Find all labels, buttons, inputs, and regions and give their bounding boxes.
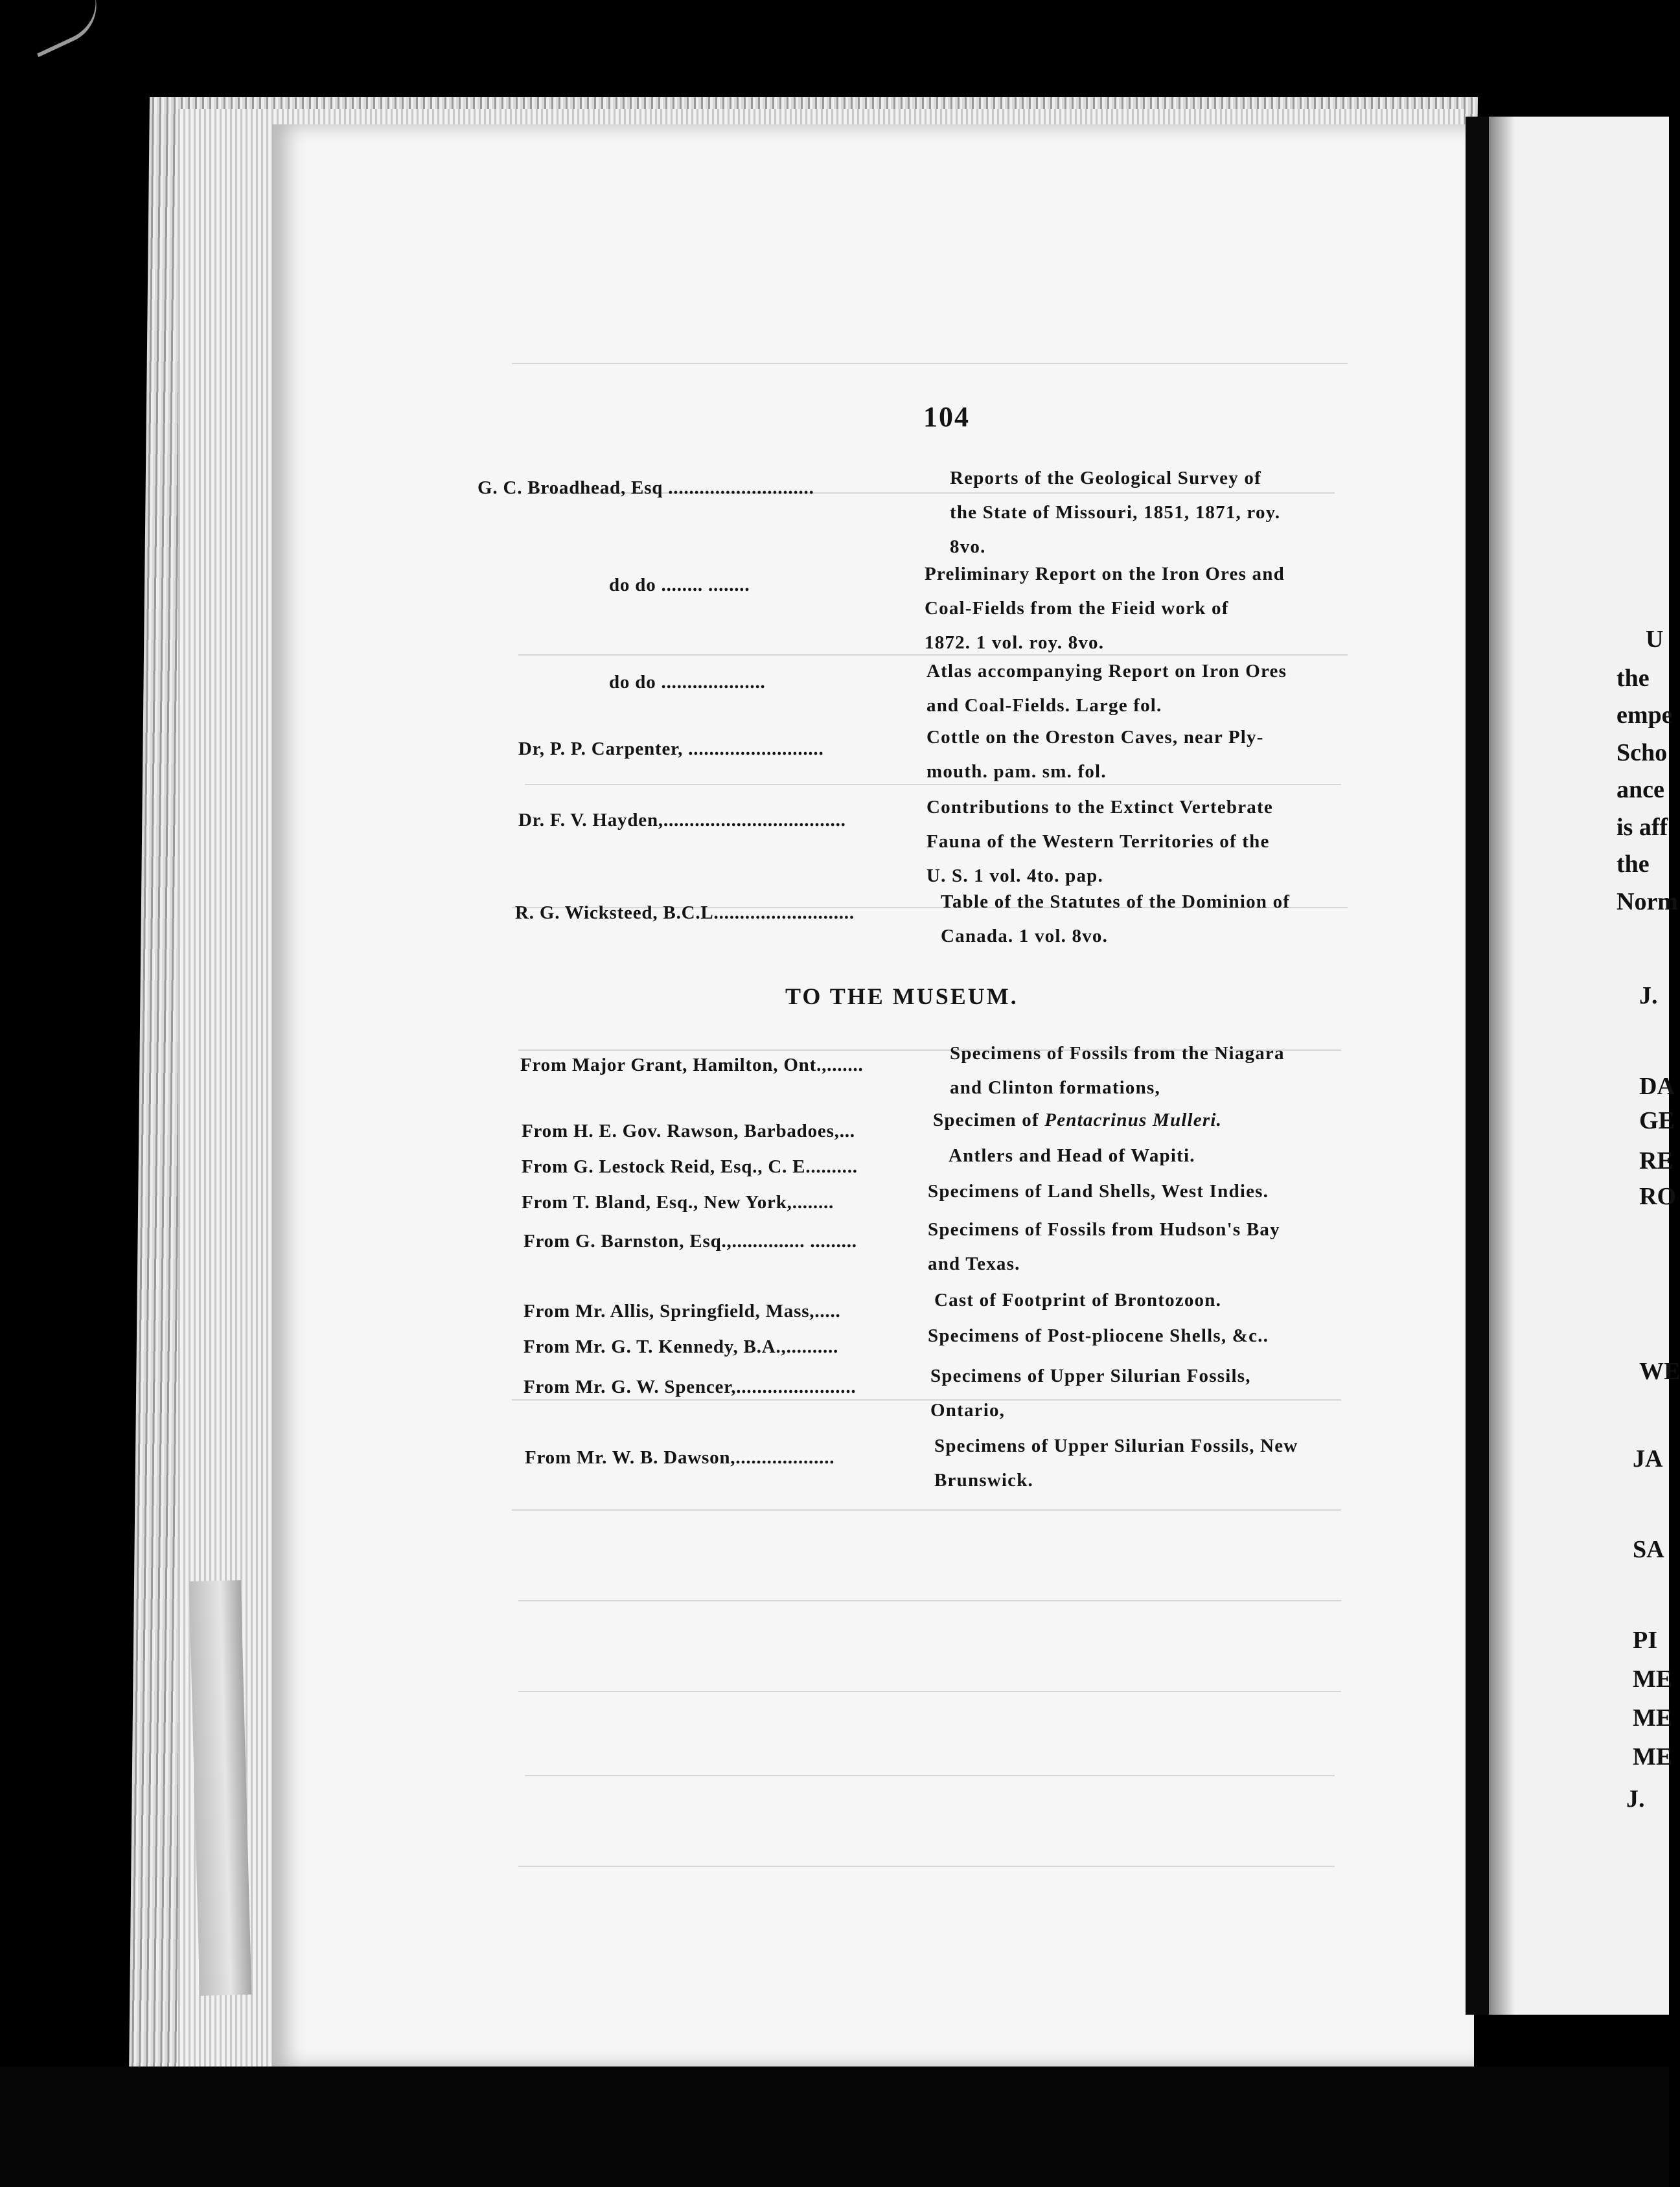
fragment: DA (1639, 1073, 1675, 1100)
donor-name: From Mr. W. B. Dawson,................... (525, 1447, 835, 1468)
donor-name: R. G. Wicksteed, B.C.L........................... (515, 902, 855, 923)
donation-description: Cast of Footprint of Brontozoon. (934, 1290, 1222, 1311)
donor-name: From Mr. Allis, Springfield, Mass,..... (524, 1301, 841, 1322)
donation-description: Reports of the Geological Survey of the State of Missouri, 1851, 1871, roy. 8vo. (950, 468, 1281, 557)
donor-name: From Mr. G. W. Spencer,....................... (524, 1377, 857, 1397)
donation-description: Contributions to the Extinct Vertebrate Fauna of the Western Territories of the U. S. 1 vol. 4to. pap. (926, 797, 1273, 886)
donor-name: From T. Bland, Esq., New York,........ (522, 1192, 834, 1213)
scan-background (0, 2067, 1669, 2187)
page-number: 104 (923, 401, 970, 433)
fragment: GE (1639, 1107, 1675, 1134)
donor-name: do do ........ ........ (609, 575, 750, 595)
fragment: J. (1626, 1785, 1645, 1813)
fragment: ME (1633, 1704, 1673, 1732)
fragment: JA (1633, 1445, 1663, 1472)
fragment: ME (1633, 1743, 1673, 1770)
fragment: Norm (1617, 888, 1678, 915)
donation-description: Specimens of Fossils from Hudson's Bay and Texas. (928, 1219, 1280, 1274)
donation-description: Cottle on the Oreston Caves, near Ply- mouth. pam. sm. fol. (926, 727, 1264, 782)
fragment: J. (1639, 982, 1658, 1009)
donor-name: From Mr. G. T. Kennedy, B.A.,.......... (524, 1336, 839, 1357)
donation-description: Specimens of Upper Silurian Fossils, New Brunswick. (934, 1436, 1298, 1491)
fragment: RO (1639, 1183, 1676, 1210)
donation-description: Preliminary Report on the Iron Ores and Coal-Fields from the Fieid work of 1872. 1 vol. roy. 8vo. (925, 564, 1285, 653)
fragment: ME (1633, 1666, 1673, 1693)
donor-name: G. C. Broadhead, Esq ............................ (478, 477, 814, 498)
donation-description: Specimens of Land Shells, West Indies. (928, 1181, 1269, 1202)
bookmark-tab (189, 1580, 252, 1996)
donor-name: From G. Lestock Reid, Esq., C. E.......... (522, 1156, 858, 1177)
book-gutter (1466, 117, 1489, 2015)
donor-name: From Major Grant, Hamilton, Ont.,....... (520, 1055, 864, 1075)
fragment: PI (1633, 1627, 1657, 1654)
donation-description: Specimens of Post-pliocene Shells, &c.. (928, 1325, 1269, 1346)
donation-description: Specimen of Pentacrinus Mulleri. (933, 1110, 1223, 1130)
donation-description: Specimens of Fossils from the Niagara and Clinton formations, (950, 1043, 1285, 1098)
donor-name: From G. Barnston, Esq.,.............. ......... (524, 1231, 857, 1252)
section-heading: TO THE MUSEUM. (785, 983, 1018, 1009)
facing-page-shadow (1489, 117, 1515, 2015)
fragment: the (1617, 851, 1650, 878)
donor-name: From H. E. Gov. Rawson, Barbadoes,... (522, 1121, 855, 1141)
fragment: empe (1617, 702, 1673, 729)
donation-description: Atlas accompanying Report on Iron Ores and Coal-Fields. Large fol. (926, 661, 1287, 716)
donor-name: Dr, P. P. Carpenter, .......................... (518, 739, 824, 759)
fragment: RE (1639, 1147, 1674, 1174)
fragment: ance (1617, 776, 1664, 803)
donation-description: Antlers and Head of Wapiti. (949, 1145, 1195, 1166)
fragment: SA (1633, 1536, 1664, 1563)
paper-scrap (21, 0, 109, 57)
fragment: is aff (1617, 814, 1668, 841)
donor-name: do do .................... (609, 672, 766, 693)
fragment: the (1617, 665, 1650, 692)
fragment: WE (1639, 1358, 1680, 1385)
donation-description: Specimens of Upper Silurian Fossils, Ontario, (930, 1366, 1251, 1421)
fragment: U (1646, 626, 1664, 653)
donor-name: Dr. F. V. Hayden,................................... (518, 810, 846, 830)
donation-description: Table of the Statutes of the Dominion of Canada. 1 vol. 8vo. (941, 891, 1291, 946)
fragment: Scho (1617, 739, 1668, 766)
